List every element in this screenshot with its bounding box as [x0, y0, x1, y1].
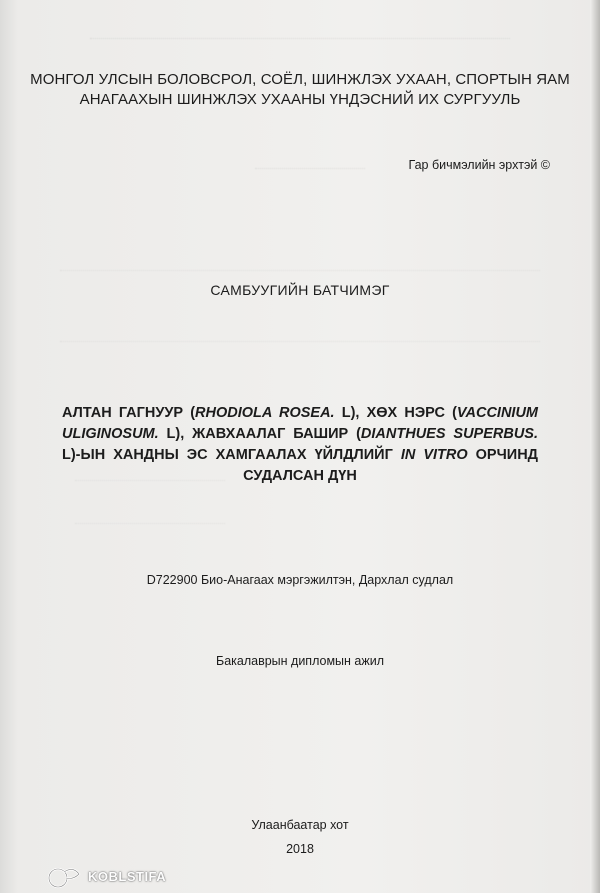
title-part: ОРЧИНД СУДАЛСАН ДҮН — [243, 447, 539, 484]
copyright-note: Гар бичмэлийн эрхтэй © — [408, 158, 550, 172]
page-edge-shadow — [590, 0, 600, 893]
title-part: АЛТАН ГАГНУУР ( — [62, 405, 196, 421]
ministry-name: МОНГОЛ УЛСЫН БОЛОВСРОЛ, СОЁЛ, ШИНЖЛЭХ УХААН, СПОРТЫН ЯАМ — [30, 71, 570, 88]
thesis-title — [62, 403, 538, 487]
title-latin-name: DIANTHUES SUPERBUS. — [360, 426, 538, 442]
title-part: L), ХӨХ НЭРС ( — [334, 405, 457, 421]
bleed-through-mark — [90, 38, 510, 47]
title-latin-name: RHODIOLA ROSEA. — [195, 405, 335, 421]
title-part: L), ЖАВХААЛАГ БАШИР ( — [158, 426, 361, 442]
watermark — [46, 862, 166, 890]
title-latin-name: IN VITRO — [400, 447, 468, 463]
title-latin-name: VACCINIUM ULIGINOSUM. — [62, 405, 539, 442]
thesis-type: Бакалаврын дипломын ажил — [215, 654, 385, 668]
city: Улаанбаатар хот — [251, 818, 349, 832]
university-name: АНАГААХЫН ШИНЖЛЭХ УХААНЫ ҮНДЭСНИЙ ИХ СУРГУУЛЬ — [79, 91, 521, 108]
specialty-line: D722900 Био-Анагаах мэргэжилтэн, Дархлал судлал — [146, 573, 454, 587]
watermark-logo-icon — [46, 862, 82, 890]
watermark-text: KOBLSTIFA — [88, 868, 167, 884]
bleed-through-mark — [255, 168, 365, 175]
title-part: L)-ЫН ХАНДНЫ ЭС ХАМГААЛАХ ҮЙЛДЛИЙГ — [62, 447, 401, 463]
year: 2018 — [286, 842, 314, 856]
author-name: САМБУУГИЙН БАТЧИМЭГ — [210, 282, 390, 298]
bleed-through-mark — [60, 270, 540, 342]
